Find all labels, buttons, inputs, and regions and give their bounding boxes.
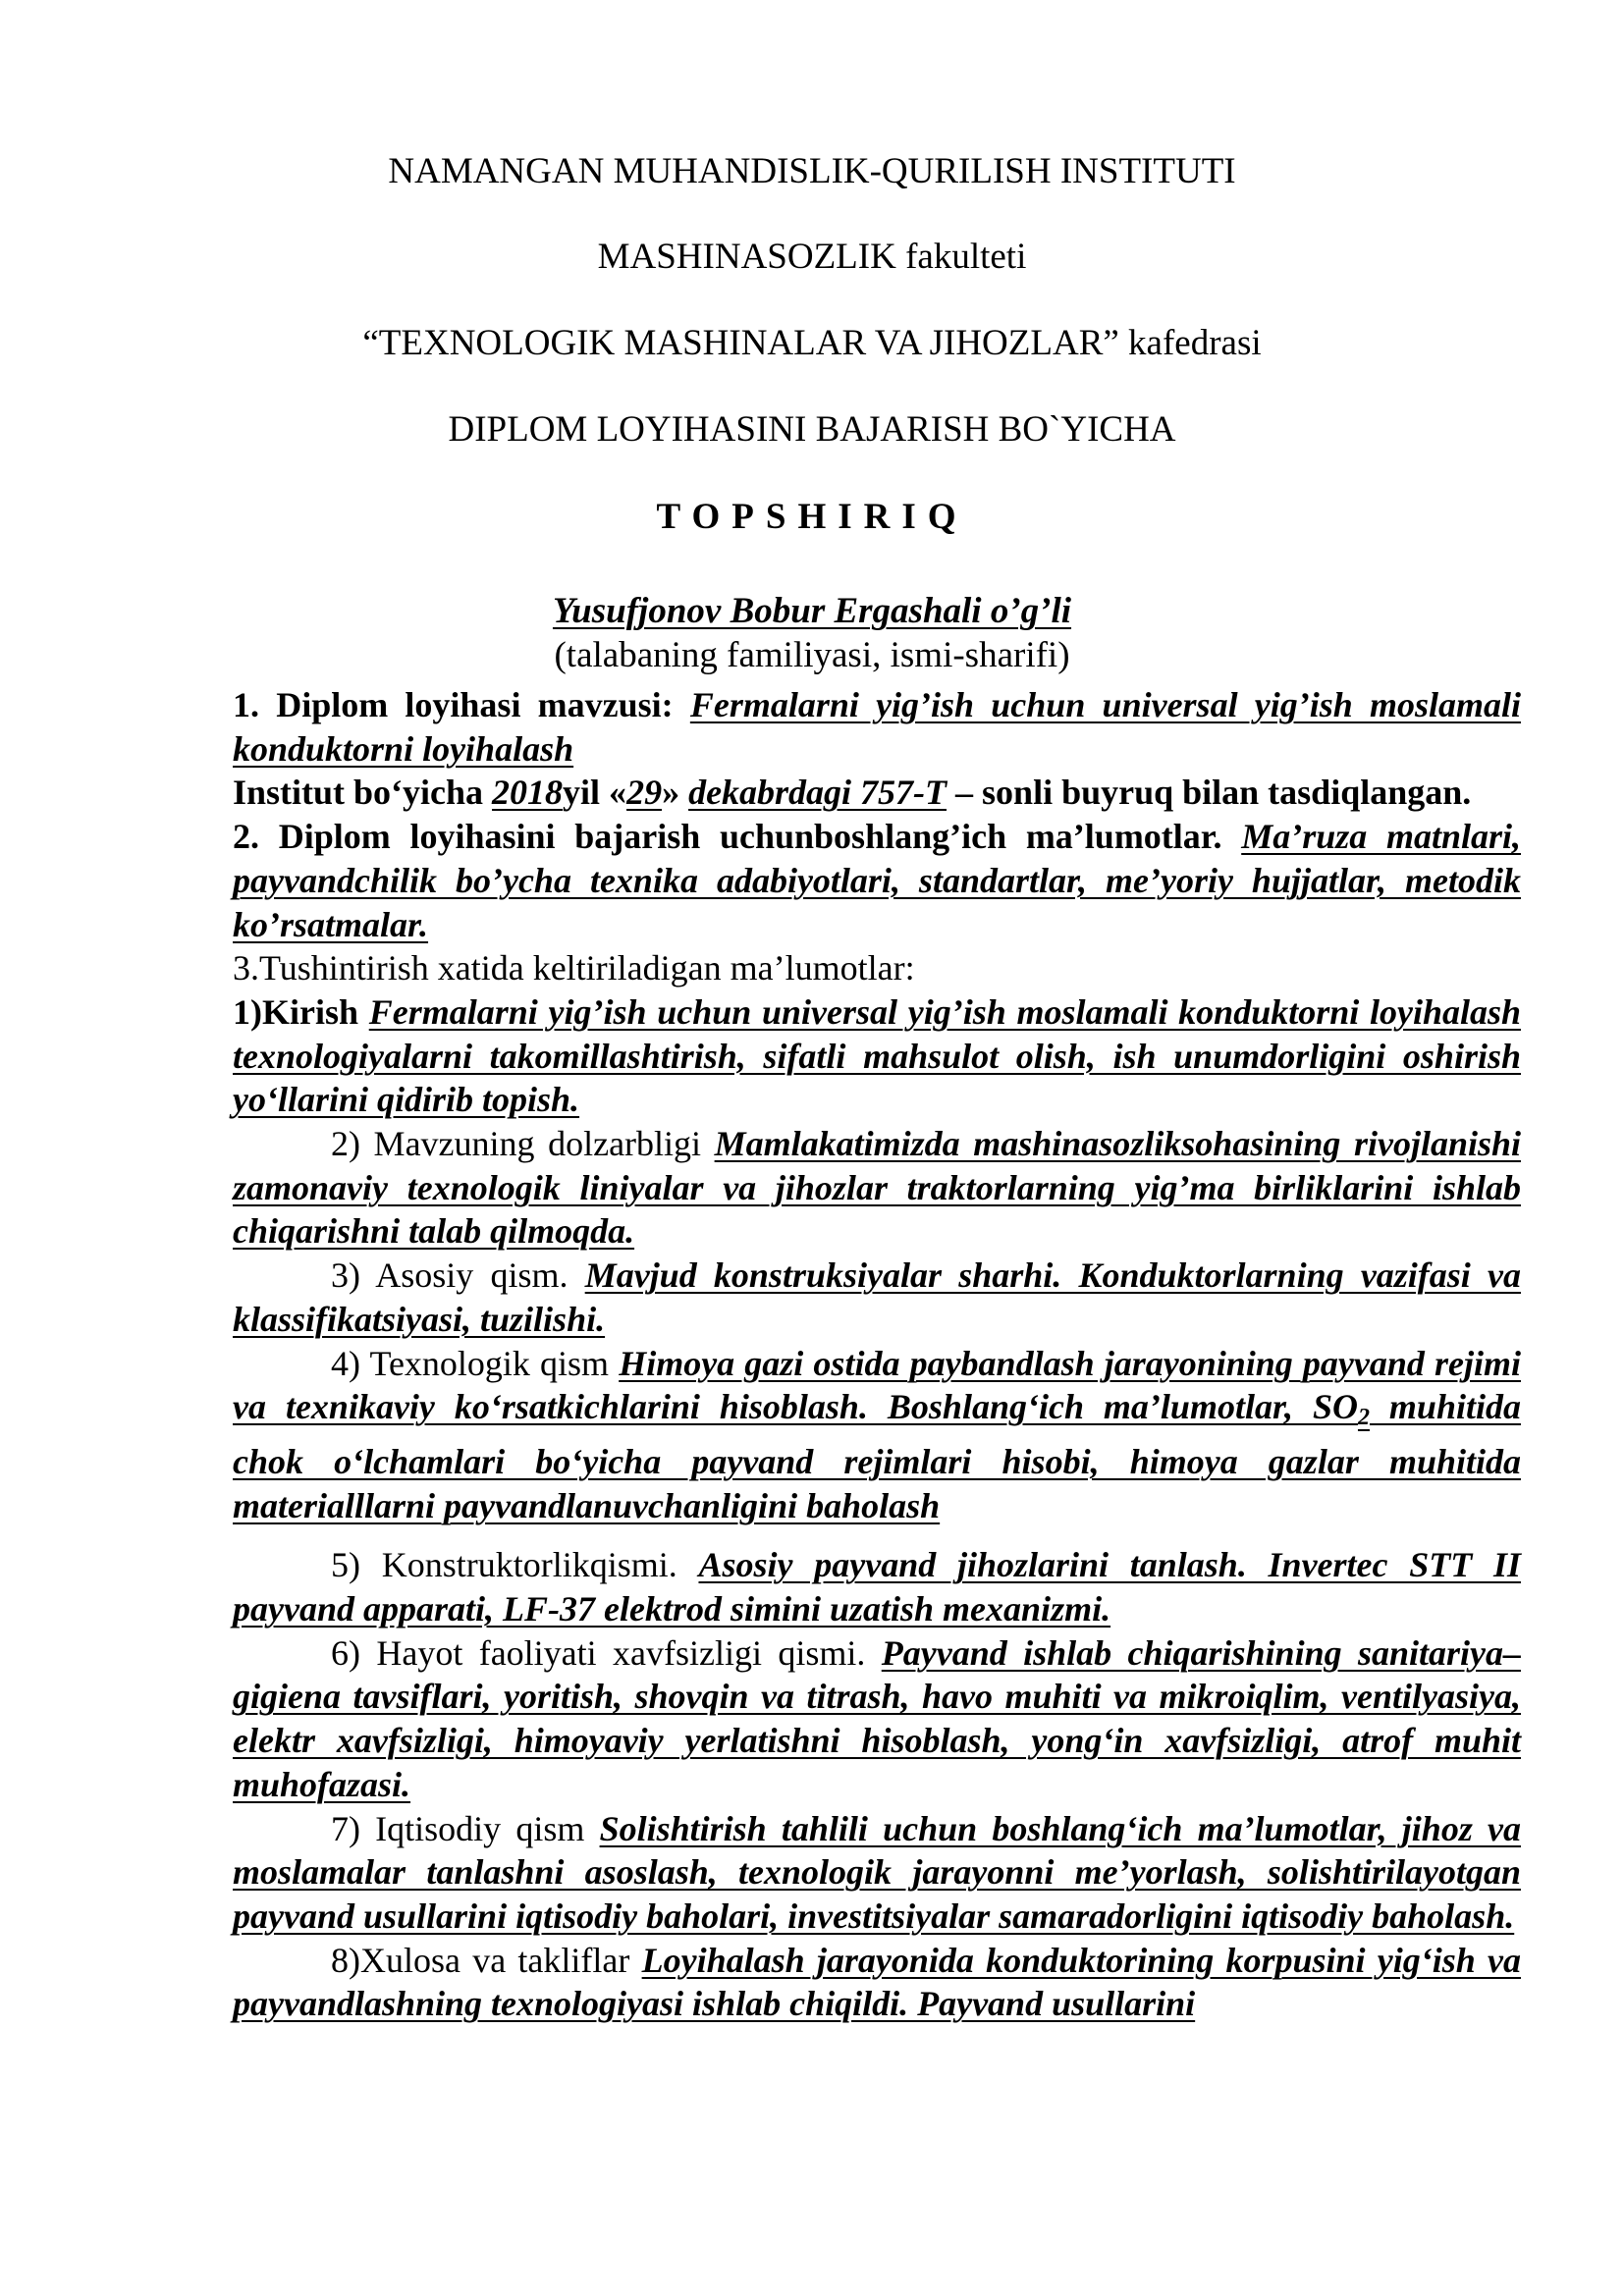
section-7-economic-part [233, 1807, 1521, 1939]
section-5-value: Asosiy payvand jihozlarini tanlash. Invertec STT II payvand apparati, LF-37 elektrod simini uzatish mexanizmi. [233, 1545, 1521, 1629]
order-date: dekabrdagi 757-T [688, 773, 947, 813]
section-6-value: Payvand ishlab chiqarishining sanitariya–gigiena tavsiflari, yoritish, shovqin va titrash, havo muhiti va mikroiqlim, ventilyasiya, elektr xavfsizligi, himoyaviy yerlatishni hisoblash, yong‘in xavfsizligi, atrof muhit muhofazasi. [233, 1632, 1521, 1804]
section-4-label: 4) Texnologik qism [331, 1343, 610, 1383]
item-2-initial-data [233, 815, 1521, 946]
item-1-topic [233, 683, 1521, 771]
section-1-label: 1)Kirish [233, 991, 359, 1032]
order-year: 2018 [492, 773, 564, 813]
item-3-heading: 3.Tushintirish xatida keltiriladigan ma’lumotlar: [233, 948, 915, 988]
section-6-safety-part [233, 1631, 1521, 1807]
section-2-label: 2) Mavzuning dolzarbligi [331, 1124, 702, 1164]
section-4-value-a: Himoya gazi ostida paybandlash jarayonining payvand rejimi va texnikaviy ko‘rsatkichlarini hisoblash. Boshlang‘ich ma’lumotlar, SO [233, 1343, 1522, 1427]
order-line [233, 771, 1521, 815]
order-suffix: – sonli buyruq bilan tasdiqlangan. [947, 773, 1472, 813]
student-name: Yusufjonov Bobur Ergashali o’g’li [552, 591, 1072, 631]
order-close: » [662, 773, 689, 813]
document-title: TOPSHIRIQ [656, 497, 968, 537]
section-5-design-part [233, 1543, 1521, 1630]
section-7-label: 7) Iqtisodiy qism [331, 1808, 585, 1848]
section-5-label: 5) Konstruktorlikqismi. [331, 1545, 677, 1585]
section-1-value: Fermalarni yig’ish uchun universal yig’ish moslamali konduktorni loyihalash texnologiyalarni takomillashtirish, sifatli mahsulot olish, ish unumdorligini oshirish yo‘llarini qidirib topish. [233, 991, 1522, 1120]
item-1-label: 1. Diplom loyihasi mavzusi: [233, 685, 674, 724]
department-heading: “TEXNOLOGIK MASHINALAR VA JIHOZLAR” kafedrasi [362, 323, 1262, 363]
section-6-label: 6) Hayot faoliyati xavfsizligi qismi. [331, 1632, 866, 1673]
item-1-value: Fermalarni yig’ish uchun universal yig’ish moslamali konduktorni loyihalash [233, 685, 1521, 769]
subtitle-heading: DIPLOM LOYIHASINI BAJARISH BO`YICHA [448, 409, 1176, 450]
section-3-label: 3) Asosiy qism. [331, 1255, 568, 1296]
order-yil: yil « [563, 773, 627, 813]
order-day: 29 [626, 773, 663, 813]
section-4-value-b: muhitida chok o‘lchamlari bo‘yicha payvand rejimlari hisobi, himoya gazlar muhitida materialllarni payvandlanuvchanligini baholash [233, 1387, 1521, 1525]
faculty-heading: MASHINASOZLIK fakulteti [597, 237, 1027, 277]
section-3-value: Mavjud konstruksiyalar sharhi. Konduktorlarning vazifasi va klassifikatsiyasi, tuzilishi. [233, 1255, 1521, 1339]
section-2-value: Mamlakatimizda mashinasozliksohasining rivojlanishi zamonaviy texnologik liniyalar va jihozlar traktorlarning yig’ma birliklarini ishlab chiqarishni talab qilmoqda. [233, 1124, 1522, 1252]
order-prefix: Institut bo‘yicha [233, 773, 493, 813]
section-8-value: Loyihalash jarayonida konduktorining korpusini yig‘ish va payvandlashning texnologiyasi ishlab chiqildi. Payvand usullarini [233, 1940, 1522, 2024]
section-4-technological-part [233, 1342, 1521, 1528]
section-3-main-part [233, 1254, 1521, 1341]
section-4-subscript: 2 [1357, 1405, 1370, 1431]
section-8-conclusion [233, 1939, 1521, 2026]
section-2-relevance [233, 1122, 1521, 1254]
section-1-introduction [233, 990, 1521, 1122]
section-7-value: Solishtirish tahlili uchun boshlang‘ich ma’lumotlar, jihoz va moslamalar tanlashni asoslash, texnologik jarayonni me’yorlash, solishtirilayotgan payvand usullarini iqtisodiy baholari, investitsiyalar samaradorligini iqtisodiy baholash. [233, 1808, 1521, 1936]
institute-heading: NAMANGAN MUHANDISLIK-QURILISH INSTITUTI [388, 151, 1236, 191]
document-body [233, 683, 1521, 2026]
section-8-label: 8)Xulosa va takliflar [331, 1940, 630, 1980]
student-name-caption: (talabaning familiyasi, ismi-sharifi) [554, 635, 1070, 675]
item-2-label: 2. Diplom loyihasini bajarish uchunboshlang’ich ma’lumotlar. [233, 817, 1222, 857]
item-2-value: Ma’ruza matnlari, payvandchilik bo’ycha texnika adabiyotlari, standartlar, me’yoriy hujjatlar, metodik ko’rsatmalar. [233, 817, 1521, 944]
